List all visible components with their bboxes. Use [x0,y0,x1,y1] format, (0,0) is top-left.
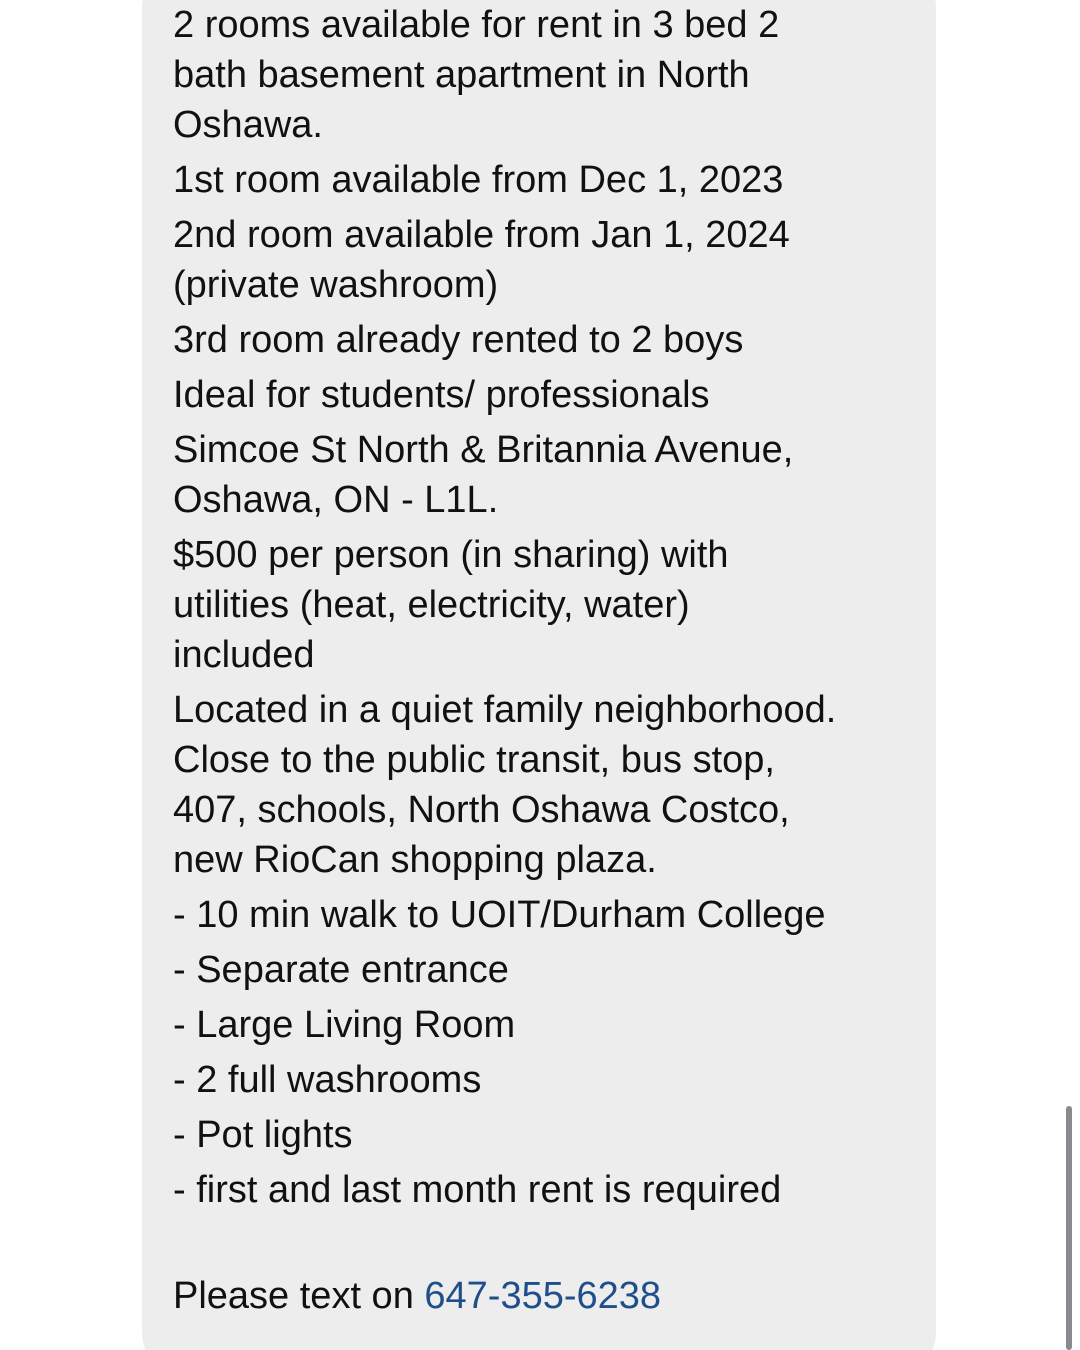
message-line: $500 per person (in sharing) with [173,534,729,576]
message-line: Oshawa. [173,104,323,146]
message-line: - Large Living Room [173,1004,516,1046]
message-line: 2nd room available from Jan 1, 2024 [173,214,790,256]
message-line: new RioCan shopping plaza. [173,839,657,881]
message-line: - first and last month rent is required [173,1169,782,1211]
message-line: Close to the public transit, bus stop, [173,739,775,781]
bullet-separate-entrance [173,945,936,995]
bullet-rent-required [173,1165,936,1215]
paragraph-room-2 [173,210,936,310]
message-line: 1st room available from Dec 1, 2023 [173,159,784,201]
paragraph-price [173,530,936,680]
bullet-living-room [173,1000,936,1050]
scrollbar[interactable] [1066,1106,1072,1350]
message-bubble [142,0,936,1350]
paragraph-address [173,425,936,525]
contact-prefix: Please text on [173,1275,425,1317]
message-line: 2 rooms available for rent in 3 bed 2 [173,4,780,46]
message-line: Simcoe St North & Britannia Avenue, [173,429,794,471]
message-line: - Pot lights [173,1114,353,1156]
message-line: Oshawa, ON - L1L. [173,479,499,521]
message-line: Located in a quiet family neighborhood. [173,689,837,731]
phone-number-link[interactable]: 647-355-6238 [424,1275,662,1317]
paragraph-room-1 [173,155,936,205]
message-line: included [173,634,315,676]
paragraph-contact [173,1271,936,1321]
paragraph-ideal-for [173,370,936,420]
message-line: - 10 min walk to UOIT/Durham College [173,894,826,936]
message-line: 3rd room already rented to 2 boys [173,319,744,361]
bullet-pot-lights [173,1110,936,1160]
message-line: 407, schools, North Oshawa Costco, [173,789,790,831]
paragraph-listing-intro [173,0,936,150]
bullet-washrooms [173,1055,936,1105]
paragraph-room-3 [173,315,936,365]
paragraph-location [173,685,936,885]
message-line: bath basement apartment in North [173,54,750,96]
message-line: (private washroom) [173,264,499,306]
message-line: - 2 full washrooms [173,1059,482,1101]
message-line: utilities (heat, electricity, water) [173,584,690,626]
message-line: Ideal for students/ professionals [173,374,710,416]
bullet-walk-to-college [173,890,936,940]
message-line: - Separate entrance [173,949,509,991]
